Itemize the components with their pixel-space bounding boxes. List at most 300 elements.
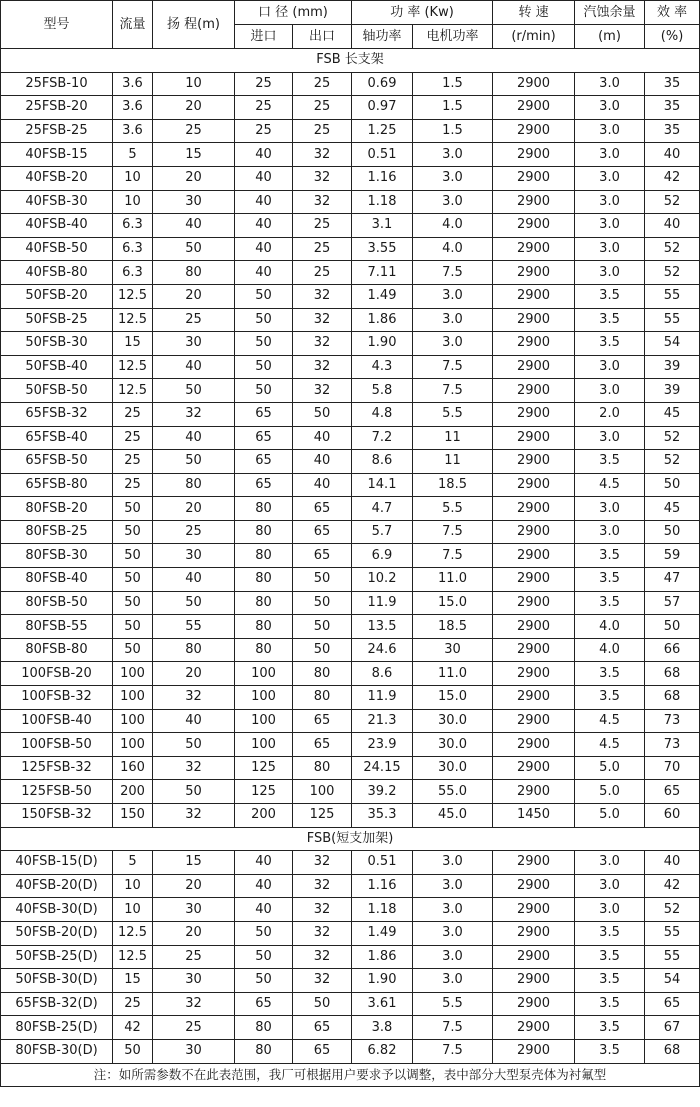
cell-efficiency: 47 [645, 568, 700, 592]
cell-head: 25 [153, 308, 235, 332]
cell-inlet: 100 [235, 709, 293, 733]
cell-motor-power: 11.0 [413, 568, 493, 592]
cell-speed: 2900 [493, 544, 575, 568]
cell-flow: 10 [113, 166, 153, 190]
cell-model: 65FSB-40 [1, 426, 113, 450]
cell-inlet: 40 [235, 874, 293, 898]
cell-head: 10 [153, 72, 235, 96]
cell-shaft-power: 1.49 [352, 921, 413, 945]
cell-flow: 50 [113, 568, 153, 592]
cell-head: 30 [153, 898, 235, 922]
cell-outlet: 32 [293, 143, 352, 167]
cell-speed: 2900 [493, 402, 575, 426]
cell-npsh: 4.0 [575, 615, 645, 639]
cell-model: 125FSB-50 [1, 780, 113, 804]
cell-motor-power: 5.5 [413, 402, 493, 426]
cell-motor-power: 3.0 [413, 969, 493, 993]
cell-shaft-power: 0.69 [352, 72, 413, 96]
cell-npsh: 4.5 [575, 709, 645, 733]
cell-efficiency: 42 [645, 874, 700, 898]
section-header-row [1, 49, 700, 73]
cell-efficiency: 66 [645, 638, 700, 662]
cell-inlet: 65 [235, 992, 293, 1016]
cell-speed: 2900 [493, 96, 575, 120]
cell-outlet: 32 [293, 921, 352, 945]
cell-model: 80FSB-30 [1, 544, 113, 568]
table-row [1, 1039, 700, 1063]
cell-efficiency: 65 [645, 992, 700, 1016]
section-title: FSB(短支加架) [1, 827, 700, 851]
cell-npsh: 3.5 [575, 992, 645, 1016]
cell-shaft-power: 0.51 [352, 143, 413, 167]
cell-shaft-power: 21.3 [352, 709, 413, 733]
table-row [1, 190, 700, 214]
cell-motor-power: 3.0 [413, 284, 493, 308]
cell-inlet: 80 [235, 1039, 293, 1063]
table-row [1, 284, 700, 308]
table-row [1, 473, 700, 497]
cell-speed: 2900 [493, 733, 575, 757]
cell-model: 80FSB-55 [1, 615, 113, 639]
cell-motor-power: 3.0 [413, 851, 493, 875]
cell-head: 32 [153, 756, 235, 780]
cell-npsh: 3.5 [575, 1039, 645, 1063]
cell-outlet: 50 [293, 638, 352, 662]
cell-efficiency: 39 [645, 355, 700, 379]
cell-motor-power: 3.0 [413, 332, 493, 356]
cell-npsh: 3.5 [575, 332, 645, 356]
cell-shaft-power: 1.90 [352, 969, 413, 993]
table-row [1, 709, 700, 733]
cell-inlet: 50 [235, 284, 293, 308]
cell-inlet: 65 [235, 450, 293, 474]
cell-outlet: 32 [293, 379, 352, 403]
cell-inlet: 50 [235, 355, 293, 379]
cell-speed: 2900 [493, 119, 575, 143]
cell-npsh: 3.0 [575, 96, 645, 120]
cell-motor-power: 30.0 [413, 756, 493, 780]
cell-head: 32 [153, 402, 235, 426]
cell-efficiency: 45 [645, 402, 700, 426]
cell-model: 80FSB-50 [1, 591, 113, 615]
cell-efficiency: 52 [645, 190, 700, 214]
cell-motor-power: 3.0 [413, 898, 493, 922]
table-row [1, 520, 700, 544]
cell-head: 55 [153, 615, 235, 639]
cell-shaft-power: 35.3 [352, 804, 413, 828]
cell-speed: 2900 [493, 874, 575, 898]
cell-flow: 50 [113, 544, 153, 568]
cell-head: 80 [153, 473, 235, 497]
cell-model: 80FSB-20 [1, 497, 113, 521]
cell-outlet: 32 [293, 945, 352, 969]
cell-outlet: 25 [293, 237, 352, 261]
cell-shaft-power: 3.55 [352, 237, 413, 261]
cell-inlet: 80 [235, 1016, 293, 1040]
table-body [1, 49, 700, 1064]
cell-speed: 2900 [493, 355, 575, 379]
cell-outlet: 25 [293, 214, 352, 238]
cell-npsh: 3.5 [575, 308, 645, 332]
table-row [1, 426, 700, 450]
cell-model: 80FSB-25 [1, 520, 113, 544]
cell-speed: 2900 [493, 921, 575, 945]
cell-flow: 3.6 [113, 72, 153, 96]
cell-npsh: 3.5 [575, 544, 645, 568]
cell-outlet: 80 [293, 756, 352, 780]
cell-npsh: 3.5 [575, 686, 645, 710]
cell-outlet: 32 [293, 284, 352, 308]
cell-shaft-power: 1.18 [352, 898, 413, 922]
cell-npsh: 3.5 [575, 969, 645, 993]
table-row [1, 143, 700, 167]
col-motor-power-header: 电机功率 [413, 25, 493, 49]
table-row [1, 969, 700, 993]
cell-head: 80 [153, 261, 235, 285]
cell-npsh: 3.5 [575, 568, 645, 592]
cell-speed: 2900 [493, 520, 575, 544]
table-row [1, 544, 700, 568]
cell-efficiency: 73 [645, 733, 700, 757]
cell-motor-power: 4.0 [413, 214, 493, 238]
cell-flow: 12.5 [113, 355, 153, 379]
cell-model: 65FSB-32(D) [1, 992, 113, 1016]
cell-flow: 6.3 [113, 214, 153, 238]
table-row [1, 780, 700, 804]
col-diameter-header: 口 径 (mm) [235, 1, 352, 25]
cell-npsh: 5.0 [575, 780, 645, 804]
cell-shaft-power: 1.90 [352, 332, 413, 356]
cell-shaft-power: 3.61 [352, 992, 413, 1016]
cell-shaft-power: 7.11 [352, 261, 413, 285]
cell-speed: 2900 [493, 992, 575, 1016]
cell-speed: 2900 [493, 568, 575, 592]
cell-speed: 2900 [493, 1016, 575, 1040]
cell-npsh: 3.5 [575, 1016, 645, 1040]
cell-shaft-power: 11.9 [352, 591, 413, 615]
cell-speed: 1450 [493, 804, 575, 828]
cell-head: 20 [153, 497, 235, 521]
cell-flow: 100 [113, 733, 153, 757]
cell-shaft-power: 8.6 [352, 662, 413, 686]
col-npsh-header: 汽蚀余量 [575, 1, 645, 25]
cell-motor-power: 7.5 [413, 261, 493, 285]
cell-efficiency: 55 [645, 284, 700, 308]
cell-shaft-power: 10.2 [352, 568, 413, 592]
cell-outlet: 65 [293, 733, 352, 757]
cell-outlet: 25 [293, 119, 352, 143]
cell-shaft-power: 6.82 [352, 1039, 413, 1063]
cell-efficiency: 55 [645, 308, 700, 332]
cell-motor-power: 7.5 [413, 520, 493, 544]
cell-outlet: 32 [293, 355, 352, 379]
cell-model: 100FSB-50 [1, 733, 113, 757]
cell-motor-power: 30 [413, 638, 493, 662]
cell-flow: 50 [113, 1039, 153, 1063]
cell-inlet: 80 [235, 591, 293, 615]
cell-shaft-power: 24.15 [352, 756, 413, 780]
cell-model: 40FSB-80 [1, 261, 113, 285]
cell-npsh: 3.0 [575, 355, 645, 379]
cell-outlet: 50 [293, 615, 352, 639]
cell-efficiency: 52 [645, 261, 700, 285]
cell-speed: 2900 [493, 615, 575, 639]
cell-motor-power: 3.0 [413, 143, 493, 167]
cell-head: 40 [153, 355, 235, 379]
cell-npsh: 3.0 [575, 261, 645, 285]
cell-efficiency: 55 [645, 945, 700, 969]
cell-motor-power: 7.5 [413, 379, 493, 403]
cell-npsh: 5.0 [575, 804, 645, 828]
cell-head: 50 [153, 237, 235, 261]
cell-head: 40 [153, 426, 235, 450]
cell-efficiency: 55 [645, 921, 700, 945]
cell-efficiency: 39 [645, 379, 700, 403]
cell-head: 30 [153, 190, 235, 214]
table-row [1, 355, 700, 379]
cell-inlet: 80 [235, 568, 293, 592]
cell-shaft-power: 1.16 [352, 874, 413, 898]
cell-speed: 2900 [493, 166, 575, 190]
cell-efficiency: 54 [645, 332, 700, 356]
cell-inlet: 65 [235, 473, 293, 497]
cell-npsh: 3.5 [575, 450, 645, 474]
cell-inlet: 25 [235, 96, 293, 120]
table-row [1, 497, 700, 521]
cell-flow: 200 [113, 780, 153, 804]
cell-outlet: 32 [293, 969, 352, 993]
cell-motor-power: 11 [413, 450, 493, 474]
cell-efficiency: 50 [645, 615, 700, 639]
table-row [1, 686, 700, 710]
cell-speed: 2900 [493, 898, 575, 922]
cell-head: 25 [153, 119, 235, 143]
cell-npsh: 3.0 [575, 143, 645, 167]
cell-motor-power: 11 [413, 426, 493, 450]
cell-head: 40 [153, 214, 235, 238]
cell-model: 50FSB-20(D) [1, 921, 113, 945]
cell-flow: 3.6 [113, 96, 153, 120]
cell-head: 20 [153, 662, 235, 686]
cell-efficiency: 54 [645, 969, 700, 993]
cell-model: 80FSB-30(D) [1, 1039, 113, 1063]
cell-flow: 5 [113, 851, 153, 875]
cell-shaft-power: 4.3 [352, 355, 413, 379]
cell-head: 25 [153, 945, 235, 969]
cell-motor-power: 55.0 [413, 780, 493, 804]
cell-inlet: 40 [235, 898, 293, 922]
cell-inlet: 200 [235, 804, 293, 828]
table-row [1, 638, 700, 662]
cell-npsh: 4.0 [575, 638, 645, 662]
cell-npsh: 5.0 [575, 756, 645, 780]
cell-inlet: 40 [235, 166, 293, 190]
cell-shaft-power: 1.49 [352, 284, 413, 308]
cell-speed: 2900 [493, 969, 575, 993]
cell-motor-power: 5.5 [413, 497, 493, 521]
col-efficiency-unit: (%) [645, 25, 700, 49]
cell-efficiency: 40 [645, 214, 700, 238]
cell-shaft-power: 1.25 [352, 119, 413, 143]
cell-outlet: 50 [293, 568, 352, 592]
cell-inlet: 40 [235, 190, 293, 214]
cell-motor-power: 18.5 [413, 615, 493, 639]
cell-flow: 160 [113, 756, 153, 780]
cell-flow: 25 [113, 426, 153, 450]
cell-speed: 2900 [493, 756, 575, 780]
cell-inlet: 100 [235, 686, 293, 710]
cell-efficiency: 52 [645, 450, 700, 474]
cell-flow: 50 [113, 591, 153, 615]
cell-flow: 25 [113, 992, 153, 1016]
cell-model: 80FSB-80 [1, 638, 113, 662]
cell-outlet: 32 [293, 898, 352, 922]
cell-motor-power: 30.0 [413, 709, 493, 733]
cell-outlet: 80 [293, 662, 352, 686]
col-flow-header: 流量 [113, 1, 153, 49]
cell-outlet: 65 [293, 520, 352, 544]
cell-head: 20 [153, 96, 235, 120]
cell-speed: 2900 [493, 1039, 575, 1063]
cell-efficiency: 40 [645, 851, 700, 875]
cell-npsh: 4.5 [575, 473, 645, 497]
cell-head: 25 [153, 520, 235, 544]
cell-motor-power: 45.0 [413, 804, 493, 828]
cell-head: 50 [153, 379, 235, 403]
cell-speed: 2900 [493, 450, 575, 474]
cell-efficiency: 68 [645, 662, 700, 686]
cell-model: 40FSB-50 [1, 237, 113, 261]
cell-npsh: 3.5 [575, 591, 645, 615]
cell-model: 50FSB-30 [1, 332, 113, 356]
cell-speed: 2900 [493, 214, 575, 238]
table-row [1, 733, 700, 757]
cell-inlet: 40 [235, 237, 293, 261]
table-note: 注：如所需参数不在此表范围，我厂可根据用户要求予以调整，表中部分大型泵壳体为衬氟型 [1, 1063, 700, 1087]
cell-npsh: 3.0 [575, 237, 645, 261]
col-inlet-header: 进口 [235, 25, 293, 49]
cell-head: 32 [153, 804, 235, 828]
cell-speed: 2900 [493, 72, 575, 96]
cell-shaft-power: 13.5 [352, 615, 413, 639]
cell-head: 30 [153, 969, 235, 993]
cell-flow: 50 [113, 497, 153, 521]
cell-flow: 42 [113, 1016, 153, 1040]
cell-motor-power: 7.5 [413, 1016, 493, 1040]
cell-motor-power: 30.0 [413, 733, 493, 757]
cell-npsh: 3.0 [575, 497, 645, 521]
cell-efficiency: 35 [645, 119, 700, 143]
cell-flow: 10 [113, 898, 153, 922]
cell-npsh: 3.0 [575, 166, 645, 190]
cell-efficiency: 50 [645, 473, 700, 497]
cell-efficiency: 57 [645, 591, 700, 615]
cell-npsh: 3.5 [575, 921, 645, 945]
cell-inlet: 80 [235, 638, 293, 662]
cell-npsh: 3.0 [575, 119, 645, 143]
cell-shaft-power: 1.18 [352, 190, 413, 214]
cell-model: 50FSB-20 [1, 284, 113, 308]
table-row [1, 308, 700, 332]
cell-inlet: 65 [235, 402, 293, 426]
cell-inlet: 100 [235, 662, 293, 686]
cell-head: 20 [153, 921, 235, 945]
cell-npsh: 3.0 [575, 520, 645, 544]
col-shaft-power-header: 轴功率 [352, 25, 413, 49]
cell-outlet: 80 [293, 686, 352, 710]
cell-shaft-power: 7.2 [352, 426, 413, 450]
cell-model: 50FSB-25 [1, 308, 113, 332]
cell-model: 125FSB-32 [1, 756, 113, 780]
cell-flow: 10 [113, 190, 153, 214]
cell-speed: 2900 [493, 143, 575, 167]
cell-shaft-power: 3.1 [352, 214, 413, 238]
cell-model: 100FSB-40 [1, 709, 113, 733]
cell-head: 50 [153, 591, 235, 615]
cell-efficiency: 67 [645, 1016, 700, 1040]
cell-head: 32 [153, 992, 235, 1016]
cell-flow: 6.3 [113, 261, 153, 285]
cell-motor-power: 15.0 [413, 686, 493, 710]
cell-shaft-power: 14.1 [352, 473, 413, 497]
cell-npsh: 3.5 [575, 662, 645, 686]
cell-speed: 2900 [493, 284, 575, 308]
cell-speed: 2900 [493, 662, 575, 686]
cell-motor-power: 4.0 [413, 237, 493, 261]
cell-speed: 2900 [493, 686, 575, 710]
cell-model: 40FSB-15 [1, 143, 113, 167]
cell-efficiency: 42 [645, 166, 700, 190]
cell-outlet: 65 [293, 497, 352, 521]
cell-npsh: 3.0 [575, 851, 645, 875]
col-speed-unit: (r/min) [493, 25, 575, 49]
cell-outlet: 32 [293, 332, 352, 356]
cell-outlet: 125 [293, 804, 352, 828]
cell-model: 40FSB-20 [1, 166, 113, 190]
cell-efficiency: 60 [645, 804, 700, 828]
cell-flow: 12.5 [113, 945, 153, 969]
cell-outlet: 65 [293, 1039, 352, 1063]
cell-model: 80FSB-25(D) [1, 1016, 113, 1040]
cell-inlet: 50 [235, 969, 293, 993]
cell-speed: 2900 [493, 591, 575, 615]
cell-motor-power: 11.0 [413, 662, 493, 686]
cell-flow: 10 [113, 874, 153, 898]
cell-head: 20 [153, 166, 235, 190]
cell-flow: 12.5 [113, 284, 153, 308]
cell-outlet: 50 [293, 591, 352, 615]
table-row [1, 568, 700, 592]
cell-speed: 2900 [493, 308, 575, 332]
table-row [1, 261, 700, 285]
cell-inlet: 40 [235, 851, 293, 875]
cell-shaft-power: 1.86 [352, 945, 413, 969]
cell-model: 65FSB-32 [1, 402, 113, 426]
cell-motor-power: 1.5 [413, 96, 493, 120]
cell-flow: 150 [113, 804, 153, 828]
cell-outlet: 25 [293, 96, 352, 120]
cell-shaft-power: 11.9 [352, 686, 413, 710]
cell-model: 40FSB-30(D) [1, 898, 113, 922]
cell-efficiency: 50 [645, 520, 700, 544]
table-row [1, 662, 700, 686]
cell-inlet: 40 [235, 261, 293, 285]
cell-outlet: 65 [293, 544, 352, 568]
cell-inlet: 80 [235, 497, 293, 521]
cell-npsh: 3.0 [575, 72, 645, 96]
cell-flow: 100 [113, 709, 153, 733]
cell-efficiency: 68 [645, 686, 700, 710]
